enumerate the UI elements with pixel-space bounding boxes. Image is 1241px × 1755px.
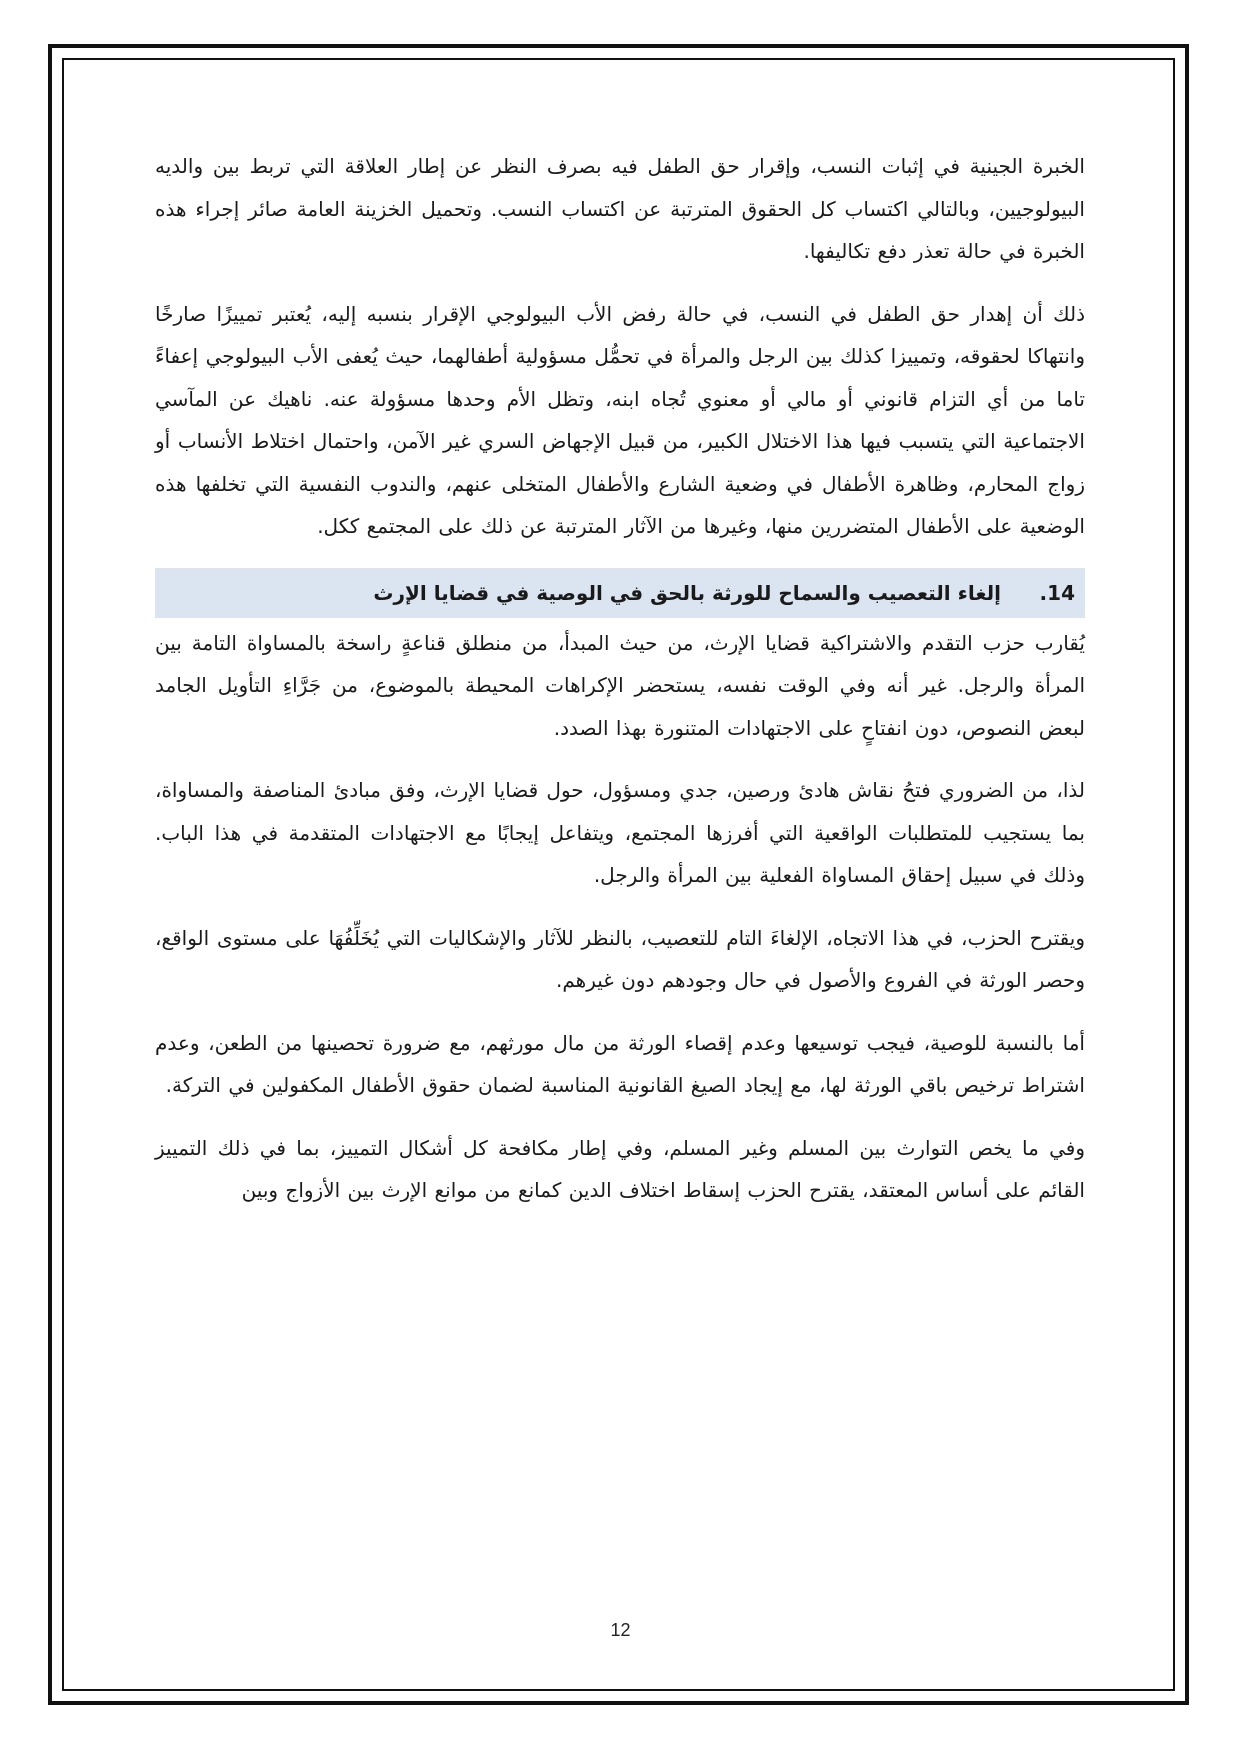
paragraph: وفي ما يخص التوارث بين المسلم وغير المسلم، وفي إطار مكافحة كل أشكال التمييز، بما في ذلك التمييز القائم على أساس المعتقد، يقترح الحزب إسقاط اختلاف الدين كمانع من موانع الإرث بين الأزواج وبين (155, 1135, 1085, 1202)
section-title: إلغاء التعصيب والسماح للورثة بالحق في الوصية في قضايا الإرث (373, 580, 1001, 605)
document-body (155, 145, 1085, 1232)
section-heading (155, 568, 1085, 618)
page-number: 12 (610, 1620, 631, 1640)
section-number: 14. (1039, 580, 1075, 605)
paragraph: الخبرة الجينية في إثبات النسب، وإقرار حق الطفل فيه بصرف النظر عن إطار العلاقة التي تربط بين والديه البيولوجيين، وبالتالي اكتساب كل الحقوق المترتبة عن اكتساب النسب. وتحميل الخزينة العامة صائر إجراء هذه الخبرة في حالة تعذر دفع تكاليفها. (155, 154, 1085, 263)
paragraph: ذلك أن إهدار حق الطفل في النسب، في حالة رفض الأب البيولوجي الإقرار بنسبه إليه، يُعتبر تمييزًا صارخًا وانتهاكا لحقوقه، وتمييزا كذلك بين الرجل والمرأة في تحمُّل مسؤولية أطفالهما، حيث يُعفى الأب البيولوجي إعفاءً تاما من أي التزام قانوني أو مالي أو معنوي تُجاه ابنه، وتظل الأم وحدها مسؤولة عنه. ناهيك عن المآسي الاجتماعية التي يتسبب فيها هذا الاختلال الكبير، من قبيل الإجهاض السري غير الآمن، واحتمال اختلاط الأنساب أو زواج المحارم، وظاهرة الأطفال في وضعية الشارع والأطفال المتخلى عنهم، والندوب النفسية التي تخلفها هذه الوضعية على الأطفال المتضررين منها، وغيرها من الآثار المترتبة عن ذلك على المجتمع ككل. (155, 301, 1085, 538)
paragraph: يُقارب حزب التقدم والاشتراكية قضايا الإرث، من حيث المبدأ، من منطلق قناعةٍ راسخة بالمساواة التامة بين المرأة والرجل. غير أنه وفي الوقت نفسه، يستحضر الإكراهات المحيطة بالموضوع، من جَرَّاءِ التأويل الجامد لبعض النصوص، دون انفتاحٍ على الاجتهادات المتنورة بهذا الصدد. (155, 630, 1085, 740)
paragraph: لذا، من الضروري فتحُ نقاش هادئ ورصين، جدي ومسؤول، حول قضايا الإرث، وفق مبادئ المناصفة والمساواة، بما يستجيب للمتطلبات الواقعية التي أفرزها المجتمع، ويتفاعل إيجابًا مع الاجتهادات المتقدمة في هذا الباب. وذلك في سبيل إحقاق المساواة الفعلية بين المرأة والرجل. (155, 778, 1085, 887)
paragraph: ويقترح الحزب، في هذا الاتجاه، الإلغاءَ التام للتعصيب، بالنظر للآثار والإشكاليات التي يُخَلِّفُهَا على مستوى الواقع، وحصر الورثة في الفروع والأصول في حال وجودهم دون غيرهم. (155, 925, 1085, 992)
paragraph: أما بالنسبة للوصية، فيجب توسيعها وعدم إقصاء الورثة من مال مورثهم، مع ضرورة تحصينها من الطعن، وعدم اشتراط ترخيص باقي الورثة لها، مع إيجاد الصيغ القانونية المناسبة لضمان حقوق الأطفال المكفولين في التركة. (155, 1030, 1085, 1097)
